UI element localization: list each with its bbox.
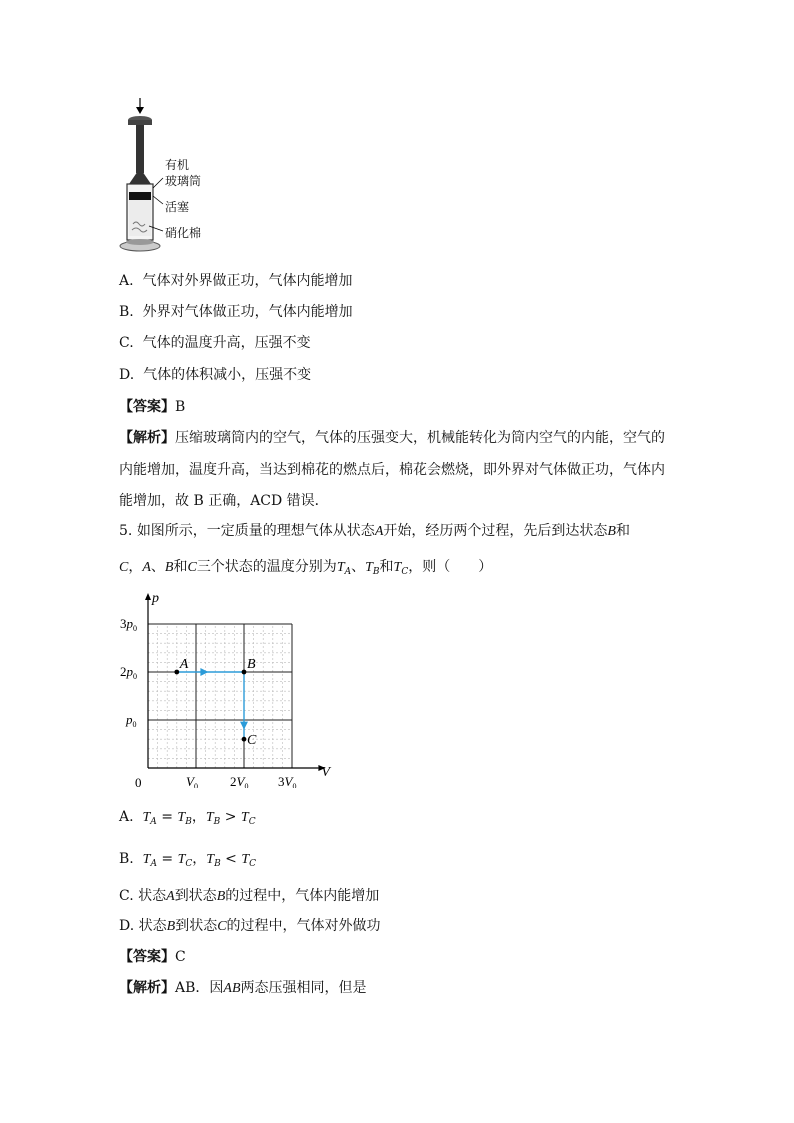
y-tick-label: $2p_0$ xyxy=(120,664,137,681)
y-tick-label: $3p_0$ xyxy=(120,616,137,633)
label-nitrocotton: 硝化棉 xyxy=(165,226,202,240)
q5-stem-line1: 5. 如图所示，一定质量的理想气体从状态A开始，经历两个过程，先后到达状态B和 xyxy=(119,523,630,539)
q4-option-d: D. 气体的体积减小，压强不变 xyxy=(119,367,312,383)
y-axis-arrow xyxy=(145,593,151,600)
q5-option-c: C. 状态A到状态B的过程中，气体内能增加 xyxy=(119,888,380,904)
y-tick-label: $p_0$ xyxy=(126,712,137,729)
state-label-c: C xyxy=(247,733,257,749)
q5-option-a: A. $T_A = T_B$，$T_B > T_C$ xyxy=(119,809,256,827)
x-tick-label: $3V_0$ xyxy=(278,774,297,788)
state-label-a: A xyxy=(179,657,189,672)
q5-option-d: D. 状态B到状态C的过程中，气体对外做功 xyxy=(119,918,381,934)
q4-analysis-line2: 内能增加，温度升高，当达到棉花的燃点后，棉花会燃烧，即外界对气体做正功，气体内 xyxy=(119,462,665,478)
x-axis-label: V xyxy=(321,765,330,780)
q5-answer: 【答案】C xyxy=(119,949,186,965)
label-organic: 有机 xyxy=(165,158,190,172)
state-point-a xyxy=(174,670,179,675)
x-tick-label: $V_0$ xyxy=(186,774,198,788)
q4-option-c: C. 气体的温度升高，压强不变 xyxy=(119,335,311,351)
label-glass-tube: 玻璃筒 xyxy=(165,174,202,188)
q4-analysis-line3: 能增加，故 B 正确，ACD 错误． xyxy=(119,493,329,509)
q5-option-b: B. $T_A = T_C$，$T_B < T_C$ xyxy=(119,851,257,869)
state-label-b: B xyxy=(247,657,256,672)
x-tick-label: $2V_0$ xyxy=(230,774,249,788)
q4-analysis-line1: 【解析】压缩玻璃筒内的空气，气体的压强变大，机械能转化为筒内空气的内能，空气的 xyxy=(119,430,665,446)
arrow-b-to-c xyxy=(240,722,248,730)
q5-analysis: 【解析】AB．因AB两态压强相同，但是 xyxy=(119,980,367,996)
state-point-b xyxy=(242,670,247,675)
pv-graph xyxy=(118,588,333,788)
state-point-c xyxy=(242,737,247,742)
y-axis-label: p xyxy=(152,591,159,606)
origin-label: 0 xyxy=(135,775,142,788)
arrow-a-to-b xyxy=(200,668,208,676)
q5-stem-line2: C，A、B和C三个状态的温度分别为$T_A$、$T_B$和$T_C$，则（ ） xyxy=(119,559,493,577)
q4-option-b: B. 外界对气体做正功，气体内能增加 xyxy=(119,304,353,320)
q4-answer: 【答案】B xyxy=(119,399,186,415)
q4-option-a: A. 气体对外界做正功，气体内能增加 xyxy=(119,273,353,289)
label-piston: 活塞 xyxy=(165,200,190,214)
